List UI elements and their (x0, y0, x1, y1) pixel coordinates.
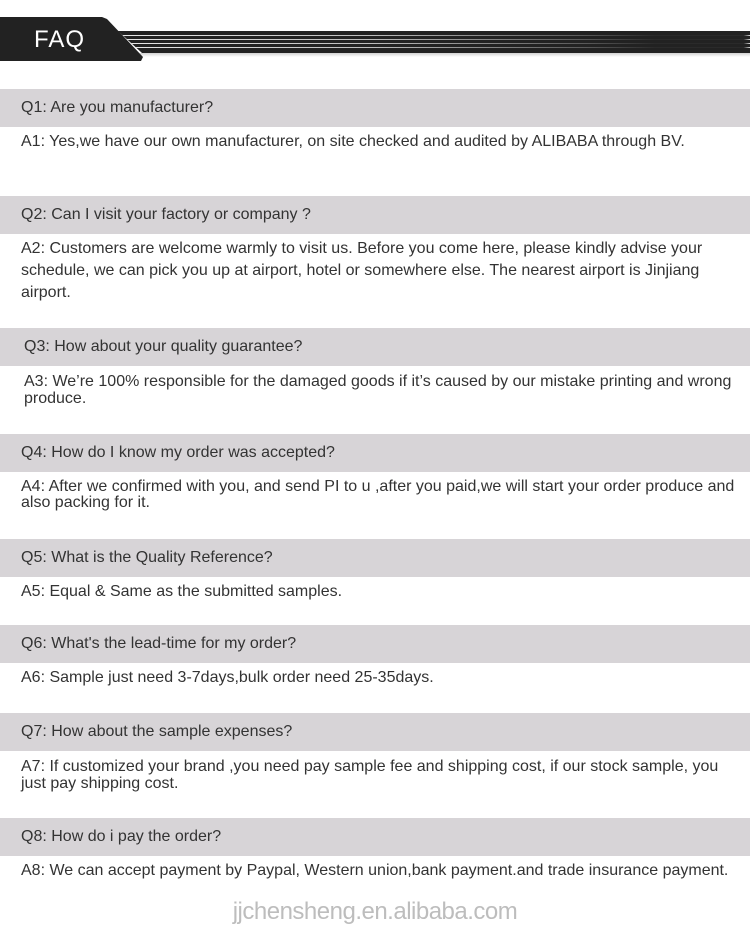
answer: A7: If customized your brand ,you need pay sample fee and shipping cost, if our stock sample, you just pay shipping cost. (21, 758, 719, 792)
faq-item-5 (0, 539, 750, 603)
page-title: FAQ (34, 26, 86, 53)
watermark: jjchensheng.en.alibaba.com (232, 898, 518, 925)
faq-item-4 (0, 434, 750, 511)
question: Q2: Can I visit your factory or company ? (0, 196, 750, 234)
faq-item-6 (0, 625, 750, 689)
faq-item-3 (0, 328, 750, 407)
question: Q3: How about your quality guarantee? (0, 328, 750, 366)
faq-item-1 (0, 89, 750, 153)
stripe-shadow (140, 53, 750, 57)
answer: A1: Yes,we have our own manufacturer, on site checked and audited by ALIBABA through BV. (21, 133, 685, 150)
faq-item-7 (0, 713, 750, 792)
faq-item-8 (0, 818, 750, 882)
answer: A8: We can accept payment by Paypal, Western union,bank payment.and trade insurance payment. (21, 862, 729, 879)
stripe-line (118, 35, 750, 36)
answer: A4: After we confirmed with you, and send PI to u ,after you paid,we will start your order produce and also packing for it. (21, 478, 735, 511)
stripe-line (118, 43, 750, 44)
answer: A3: We’re 100% responsible for the damaged goods if it’s caused by our mistake printing and wrong produce. (24, 373, 732, 407)
question: Q4: How do I know my order was accepted? (0, 434, 750, 472)
answer: A2: Customers are welcome warmly to visit us. Before you come here, please kindly advise your schedule, we can pick you up at airport, hotel or somewhere else. The nearest airport is Jinjiang airport. (21, 240, 703, 301)
answer: A6: Sample just need 3-7days,bulk order need 25-35days. (21, 669, 434, 686)
faq-header (0, 0, 750, 62)
question: Q7: How about the sample expenses? (0, 713, 750, 751)
question: Q8: How do i pay the order? (0, 818, 750, 856)
question: Q5: What is the Quality Reference? (0, 539, 750, 577)
stripe-line (118, 39, 750, 40)
stripe-line (118, 47, 750, 48)
question: Q6: What's the lead-time for my order? (0, 625, 750, 663)
answer: A5: Equal & Same as the submitted samples. (21, 583, 343, 600)
faq-item-2 (0, 196, 750, 304)
question: Q1: Are you manufacturer? (0, 89, 750, 127)
decorative-stripe-bar (118, 31, 750, 53)
